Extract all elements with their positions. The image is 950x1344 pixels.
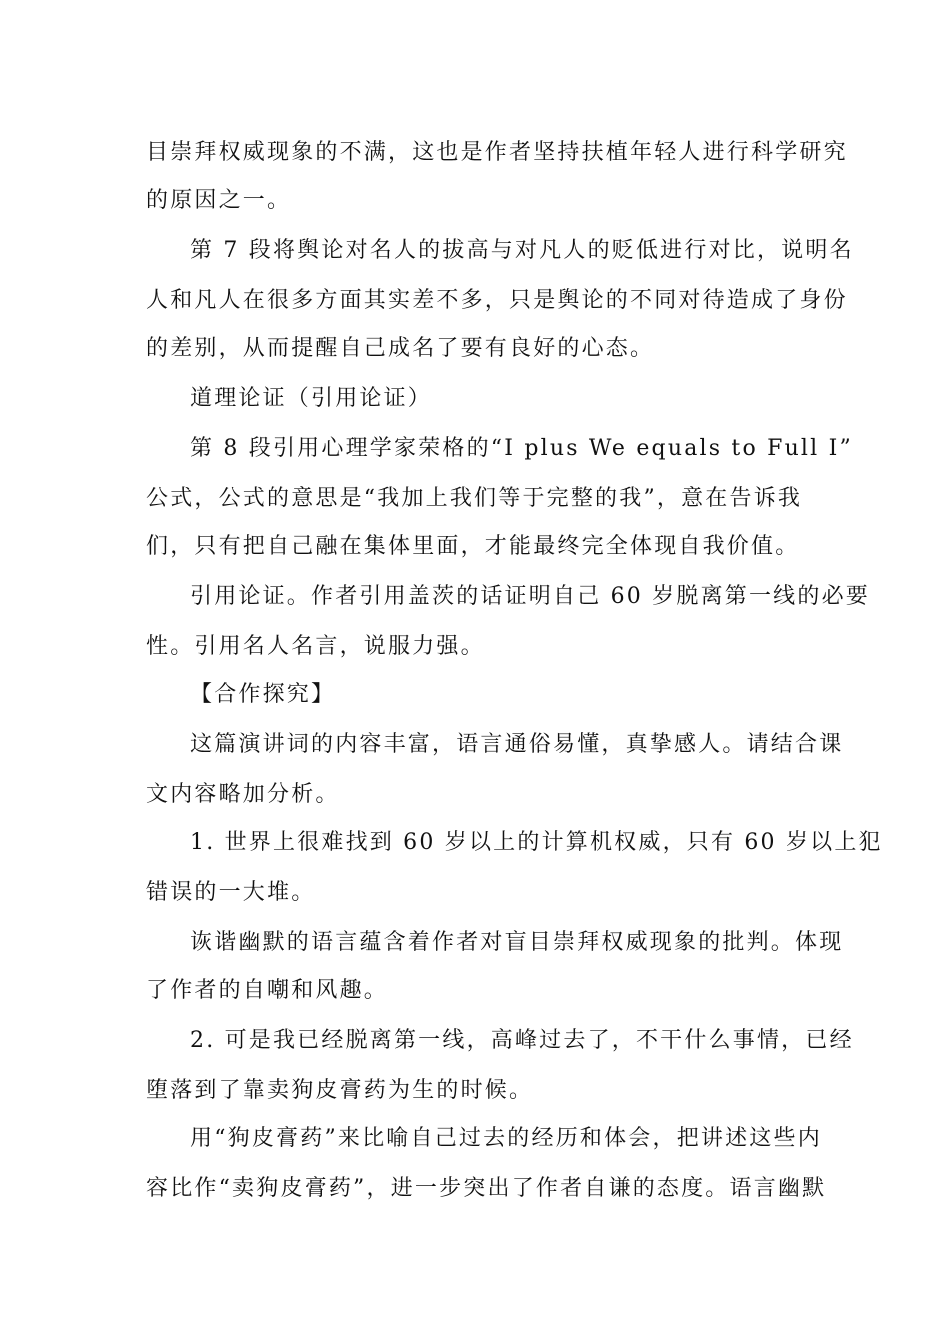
section-heading-reasoning: 道理论证（引用论证） — [190, 386, 433, 411]
text-line-20: 堕落到了靠卖狗皮膏药为生的时候。 — [146, 1078, 534, 1103]
text-line-16: 错误的一大堆。 — [146, 880, 316, 905]
text-line-7: 第 8 段引用心理学家荣格的“I plus We equals to Full I” — [190, 436, 853, 461]
text-line-19: 2. 可是我已经脱离第一线，高峰过去了，不干什么事情，已经 — [190, 1028, 854, 1053]
text-line-9: 们，只有把自己融在集体里面，才能最终完全体现自我价值。 — [146, 534, 800, 559]
text-line-11: 性。引用名人名言，说服力强。 — [146, 634, 485, 659]
text-line-10: 引用论证。作者引用盖茨的话证明自己 60 岁脱离第一线的必要 — [190, 584, 870, 609]
text-line-8: 公式，公式的意思是“我加上我们等于完整的我”，意在告诉我 — [146, 486, 803, 511]
text-line-13: 这篇演讲词的内容丰富，语言通俗易懂，真挚感人。请结合课 — [190, 732, 844, 757]
text-line-1: 目崇拜权威现象的不满，这也是作者坚持扶植年轻人进行科学研究 — [146, 140, 848, 165]
text-line-18: 了作者的自嘲和风趣。 — [146, 978, 389, 1003]
text-line-17: 诙谐幽默的语言蕴含着作者对盲目崇拜权威现象的批判。体现 — [190, 930, 844, 955]
text-line-4: 人和凡人在很多方面其实差不多，只是舆论的不同对待造成了身份 — [146, 288, 848, 313]
text-line-15: 1. 世界上很难找到 60 岁以上的计算机权威，只有 60 岁以上犯 — [190, 830, 883, 855]
text-line-2: 的原因之一。 — [146, 188, 292, 213]
text-line-21: 用“狗皮膏药”来比喻自己过去的经历和体会，把讲述这些内 — [190, 1126, 822, 1151]
text-line-14: 文内容略加分析。 — [146, 782, 340, 807]
text-line-5: 的差别，从而提醒自己成名了要有良好的心态。 — [146, 336, 655, 361]
text-line-22: 容比作“卖狗皮膏药”，进一步突出了作者自谦的态度。语言幽默 — [146, 1176, 827, 1201]
text-line-3: 第 7 段将舆论对名人的拔高与对凡人的贬低进行对比，说明名 — [190, 238, 854, 263]
section-heading-cooperative: 【合作探究】 — [190, 682, 336, 707]
